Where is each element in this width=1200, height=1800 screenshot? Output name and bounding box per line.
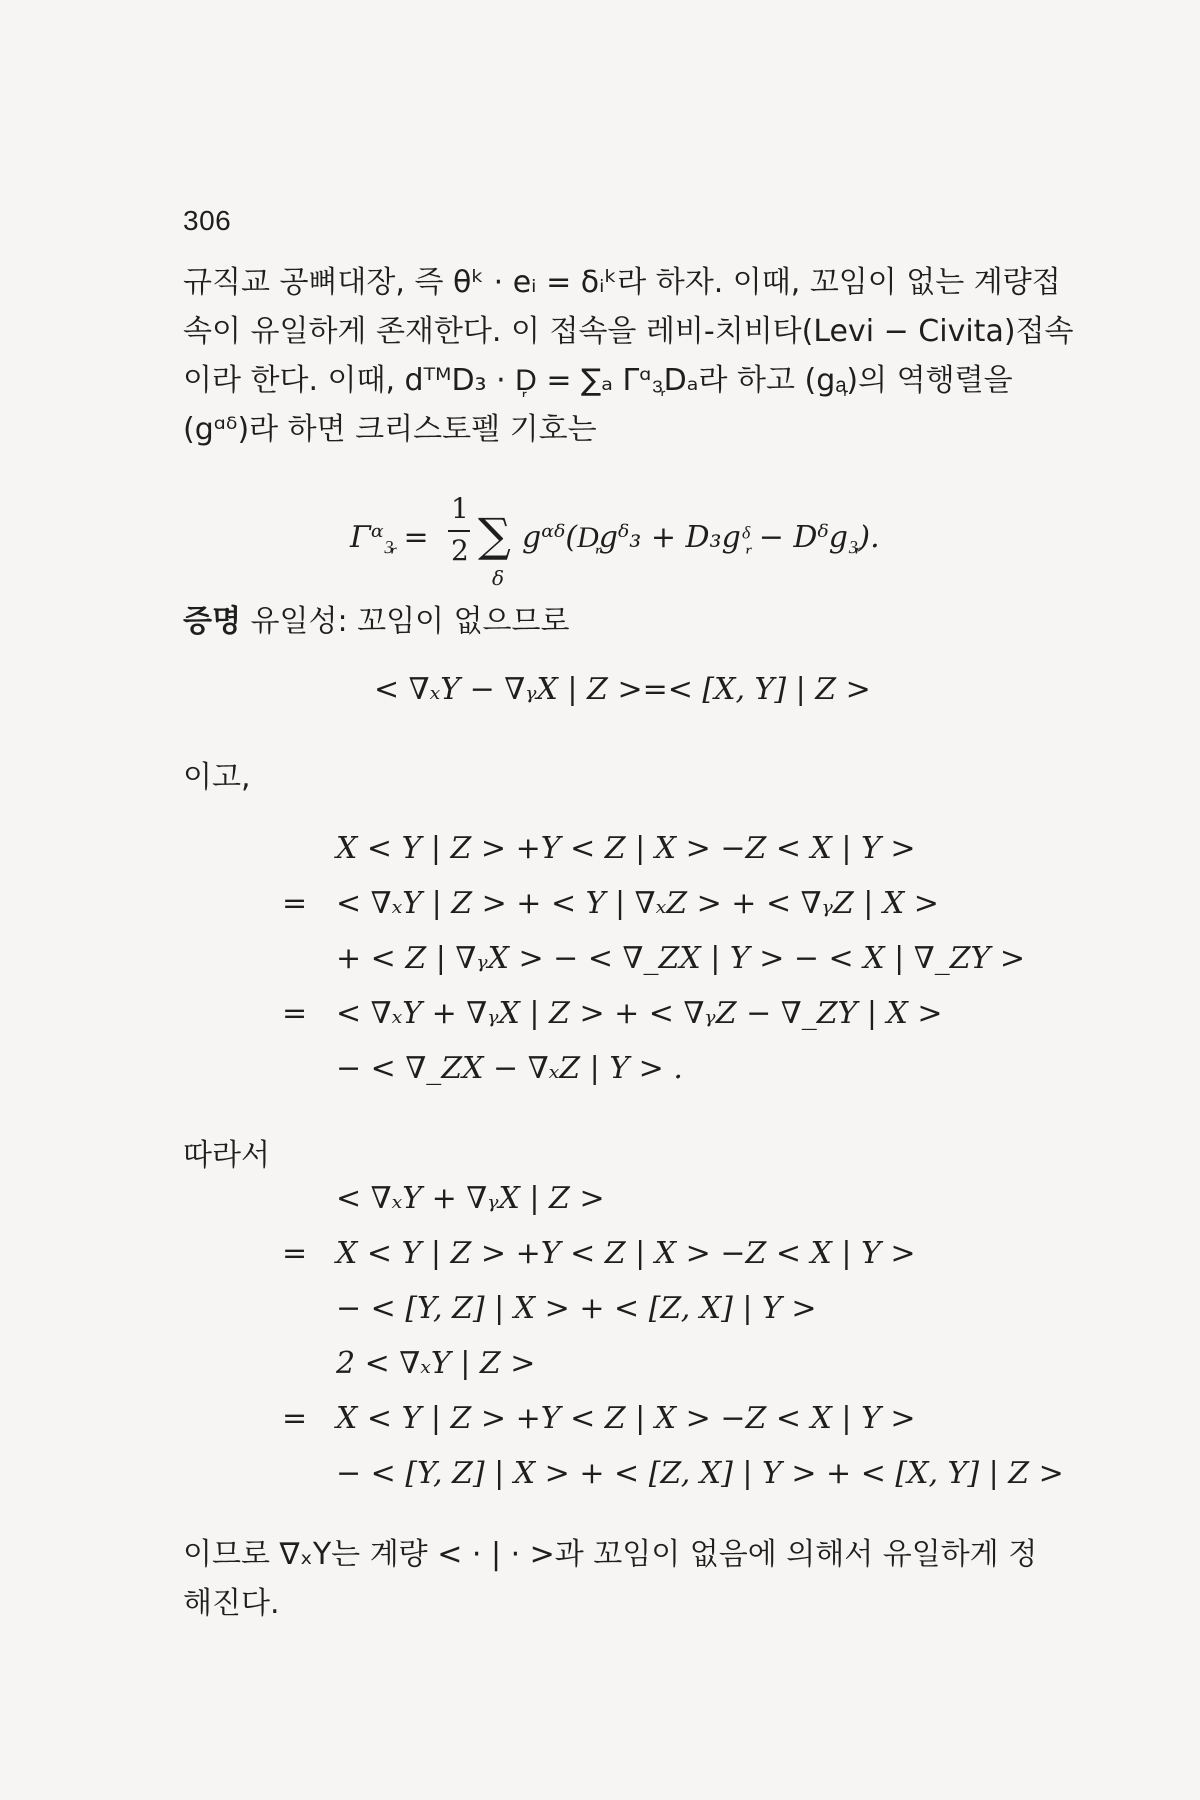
summation-index: δ <box>492 566 505 590</box>
block2-expr-0: < ∇ₓY + ∇ᵧX | Z > <box>336 1181 605 1216</box>
fraction-numerator: 1 <box>451 492 469 525</box>
block2-expr-3: 2 < ∇ₓY | Z > <box>336 1346 536 1381</box>
fraction-denominator: 2 <box>451 534 469 567</box>
proof-heading-line <box>183 596 570 640</box>
block1-sign-1: = <box>282 886 308 921</box>
block2-sign-1: = <box>282 1236 308 1271</box>
block1-expr-4: − < ∇_ZX − ∇ₓZ | Y > . <box>336 1051 683 1086</box>
block1-expr-3: < ∇ₓY + ∇ᵧX | Z > + < ∇ᵧZ − ∇_ZY | X > <box>336 996 943 1031</box>
summation-sign: ∑ <box>478 508 511 562</box>
proof-heading: 증명 <box>183 604 241 639</box>
connector-and: 이고, <box>183 760 251 795</box>
christoffel-rhs: gᵅᵟ(D᷊gᵟ₃ + D₃gᵟ᷊ − Dᵟg₃᷊). <box>522 520 880 555</box>
proof-heading-rest: 유일성: 꼬임이 없으므로 <box>250 604 570 639</box>
intro-line-2: 속이 유일하게 존재한다. 이 접속을 레비-치비타(Levi − Civita)접속 <box>183 314 1074 349</box>
intro-paragraph <box>183 258 1083 454</box>
fraction-bar <box>448 530 470 532</box>
block1-expr-1: < ∇ₓY | Z > + < Y | ∇ₓZ > + < ∇ᵧZ | X > <box>336 886 939 921</box>
conclusion-paragraph <box>183 1530 1083 1628</box>
block1-expr-2: + < Z | ∇ᵧX > − < ∇_ZX | Y > − < X | ∇_ZY > <box>336 941 1026 976</box>
block2-expr-1: X < Y | Z > +Y < Z | X > −Z < X | Y > <box>336 1236 916 1271</box>
block1-sign-3: = <box>282 996 308 1031</box>
block2-expr-2: − < [Y, Z] | X > + < [Z, X] | Y > <box>336 1291 817 1326</box>
block2-sign-4: = <box>282 1401 308 1436</box>
page-number: 306 <box>183 205 232 236</box>
conclusion-line-2: 해진다. <box>183 1586 280 1621</box>
intro-line-4: (gᵅᵟ)라 하면 크리스토펠 기호는 <box>183 412 597 447</box>
intro-line-3: 이라 한다. 이때, dᵀᴹD₃ · D᷊ = ∑ₐ Γᵅ₃᷊Dₐ라 하고 (gₐ᷊)의 역행렬을 <box>183 363 1013 398</box>
intro-line-1: 규직교 공뼈대장, 즉 θᵏ · eᵢ = δᵢᵏ라 하자. 이때, 꼬임이 없는 계량접 <box>183 265 1061 300</box>
conclusion-line-1: 이므로 ∇ₓY는 계량 < · | · >과 꼬임이 없음에 의해서 유일하게 정 <box>183 1537 1038 1572</box>
block2-expr-4: X < Y | Z > +Y < Z | X > −Z < X | Y > <box>336 1401 916 1436</box>
christoffel-lhs: Γᵅ₃᷊ = <box>350 520 429 555</box>
christoffel-formula <box>350 486 950 596</box>
block1-expr-0: X < Y | Z > +Y < Z | X > −Z < X | Y > <box>336 831 916 866</box>
connector-therefore: 따라서 <box>183 1138 270 1173</box>
torsion-free-equation: < ∇ₓY − ∇ᵧX | Z >=< [X, Y] | Z > <box>374 672 871 707</box>
block2-expr-5: − < [Y, Z] | X > + < [Z, X] | Y > + < [X, Y] | Z > <box>336 1456 1064 1491</box>
